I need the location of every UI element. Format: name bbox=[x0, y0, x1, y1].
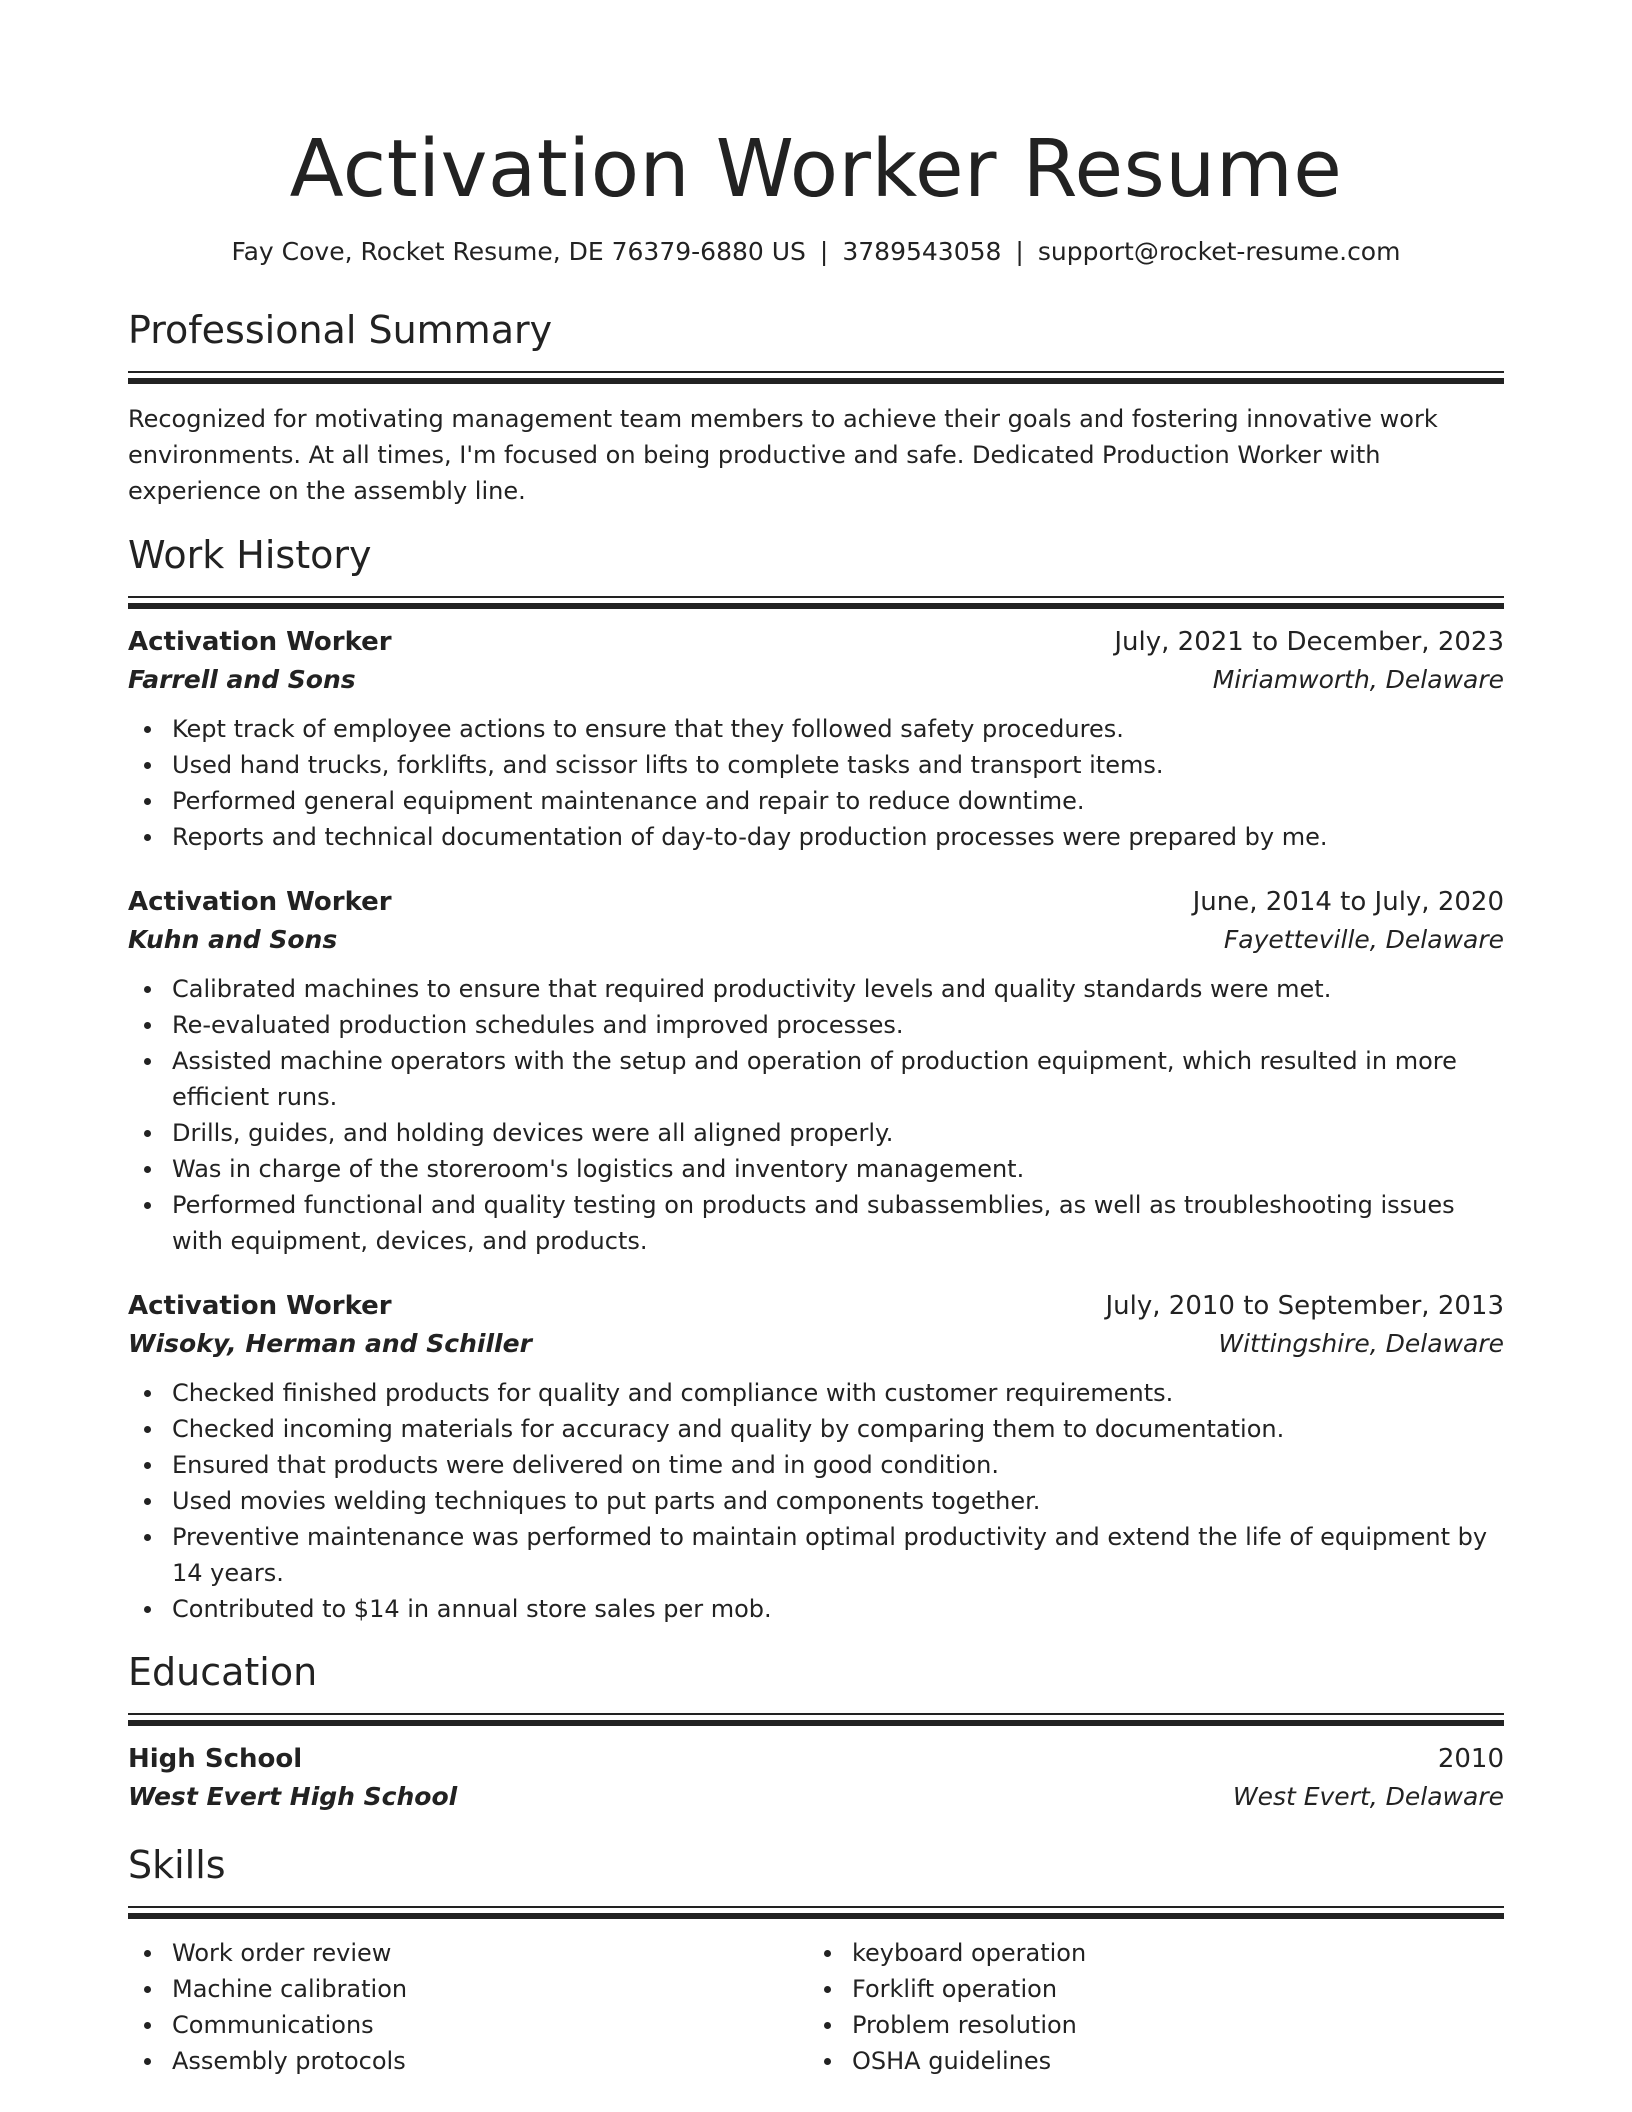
contact-separator: | bbox=[1015, 237, 1024, 266]
education-section bbox=[128, 1649, 1504, 1816]
education-header-row bbox=[128, 1740, 1504, 1778]
skill-item: Work order review bbox=[128, 1935, 808, 1971]
job-location: Wittingshire, Delaware bbox=[1218, 1329, 1504, 1358]
list-item: Drills, guides, and holding devices were all aligned properly. bbox=[128, 1115, 1504, 1151]
education-location: West Evert, Delaware bbox=[1232, 1782, 1504, 1811]
skill-item: keyboard operation bbox=[808, 1935, 1488, 1971]
section-divider bbox=[128, 1720, 1504, 1726]
skill-item: Assembly protocols bbox=[128, 2043, 808, 2079]
skills-column-left bbox=[128, 1935, 808, 2079]
job-location: Miriamworth, Delaware bbox=[1212, 665, 1504, 694]
skill-item: Communications bbox=[128, 2007, 808, 2043]
list-item: Checked finished products for quality and compliance with customer requirements. bbox=[128, 1375, 1504, 1411]
section-divider bbox=[128, 1913, 1504, 1919]
section-divider bbox=[128, 371, 1504, 373]
section-divider bbox=[128, 1906, 1504, 1908]
work-history-section bbox=[128, 532, 1504, 1627]
job-bullet-list bbox=[128, 711, 1504, 855]
section-divider bbox=[128, 1713, 1504, 1715]
job-dates: July, 2021 to December, 2023 bbox=[1114, 627, 1504, 657]
job-header-row bbox=[128, 883, 1504, 921]
list-item: Reports and technical documentation of day-to-day production processes were prepared by me. bbox=[128, 819, 1504, 855]
list-item: Used movies welding techniques to put parts and components together. bbox=[128, 1483, 1504, 1519]
job-title: Activation Worker bbox=[128, 627, 392, 657]
education-school: West Evert High School bbox=[128, 1782, 458, 1811]
job-company-row bbox=[128, 1325, 1504, 1363]
list-item: Re-evaluated production schedules and improved processes. bbox=[128, 1007, 1504, 1043]
list-item: Preventive maintenance was performed to maintain optimal productivity and extend the life of equipment by 14 years. bbox=[128, 1519, 1504, 1591]
section-heading-summary: Professional Summary bbox=[128, 308, 553, 352]
job-title: Activation Worker bbox=[128, 1291, 392, 1321]
skill-item: Forklift operation bbox=[808, 1971, 1488, 2007]
education-degree: High School bbox=[128, 1744, 303, 1774]
list-item: Ensured that products were delivered on time and in good condition. bbox=[128, 1447, 1504, 1483]
resume-title: Activation Worker Resume bbox=[289, 123, 1343, 215]
job-dates: June, 2014 to July, 2020 bbox=[1192, 887, 1504, 917]
section-heading-education: Education bbox=[128, 1650, 318, 1694]
section-divider bbox=[128, 603, 1504, 609]
list-item: Performed general equipment maintenance and repair to reduce downtime. bbox=[128, 783, 1504, 819]
section-divider bbox=[128, 596, 1504, 598]
list-item: Assisted machine operators with the setup and operation of production equipment, which resulted in more efficient runs. bbox=[128, 1043, 1504, 1115]
job-location: Fayetteville, Delaware bbox=[1223, 925, 1504, 954]
contact-email: support@rocket-resume.com bbox=[1037, 237, 1401, 266]
list-item: Kept track of employee actions to ensure that they followed safety procedures. bbox=[128, 711, 1504, 747]
summary-text: Recognized for motivating management team members to achieve their goals and fostering innovative work environments. At all times, I'm focused on being productive and safe. Dedicated Production Worker with experience on the assembly line. bbox=[128, 405, 1438, 505]
list-item: Contributed to $14 in annual store sales per mob. bbox=[128, 1591, 1504, 1627]
job-dates: July, 2010 to September, 2013 bbox=[1105, 1291, 1504, 1321]
section-heading-work-history: Work History bbox=[128, 533, 372, 577]
job-entry bbox=[128, 1287, 1504, 1627]
list-item: Performed functional and quality testing on products and subassemblies, as well as troubleshooting issues with equipment, devices, and products. bbox=[128, 1187, 1504, 1259]
job-bullet-list bbox=[128, 971, 1504, 1259]
education-year: 2010 bbox=[1437, 1744, 1504, 1774]
job-header-row bbox=[128, 623, 1504, 661]
job-company-row bbox=[128, 921, 1504, 959]
list-item: Checked incoming materials for accuracy and quality by comparing them to documentation. bbox=[128, 1411, 1504, 1447]
list-item: Used hand trucks, forklifts, and scissor lifts to complete tasks and transport items. bbox=[128, 747, 1504, 783]
list-item: Calibrated machines to ensure that required productivity levels and quality standards were met. bbox=[128, 971, 1504, 1007]
skill-item: Machine calibration bbox=[128, 1971, 808, 2007]
contact-address: Fay Cove, Rocket Resume, DE 76379-6880 US bbox=[231, 237, 806, 266]
contact-phone: 3789543058 bbox=[842, 237, 1002, 266]
job-header-row bbox=[128, 1287, 1504, 1325]
job-company: Kuhn and Sons bbox=[128, 925, 338, 954]
job-company: Farrell and Sons bbox=[128, 665, 356, 694]
skills-list bbox=[128, 1935, 808, 2079]
education-entry bbox=[128, 1740, 1504, 1816]
section-divider bbox=[128, 378, 1504, 384]
skills-section bbox=[128, 1842, 1504, 2079]
job-company-row bbox=[128, 661, 1504, 699]
education-school-row bbox=[128, 1778, 1504, 1816]
job-bullet-list bbox=[128, 1375, 1504, 1627]
skills-column-right bbox=[808, 1935, 1488, 2079]
contact-separator: | bbox=[819, 237, 829, 266]
job-company: Wisoky, Herman and Schiller bbox=[128, 1329, 532, 1358]
summary-section bbox=[128, 307, 1504, 509]
skills-list bbox=[808, 1935, 1488, 2079]
skills-grid bbox=[128, 1935, 1504, 2079]
skill-item: Problem resolution bbox=[808, 2007, 1488, 2043]
section-heading-skills: Skills bbox=[128, 1843, 226, 1887]
contact-line bbox=[128, 235, 1504, 269]
skill-item: OSHA guidelines bbox=[808, 2043, 1488, 2079]
job-entry bbox=[128, 883, 1504, 1259]
list-item: Was in charge of the storeroom's logistics and inventory management. bbox=[128, 1151, 1504, 1187]
job-entry bbox=[128, 623, 1504, 855]
job-title: Activation Worker bbox=[128, 887, 392, 917]
